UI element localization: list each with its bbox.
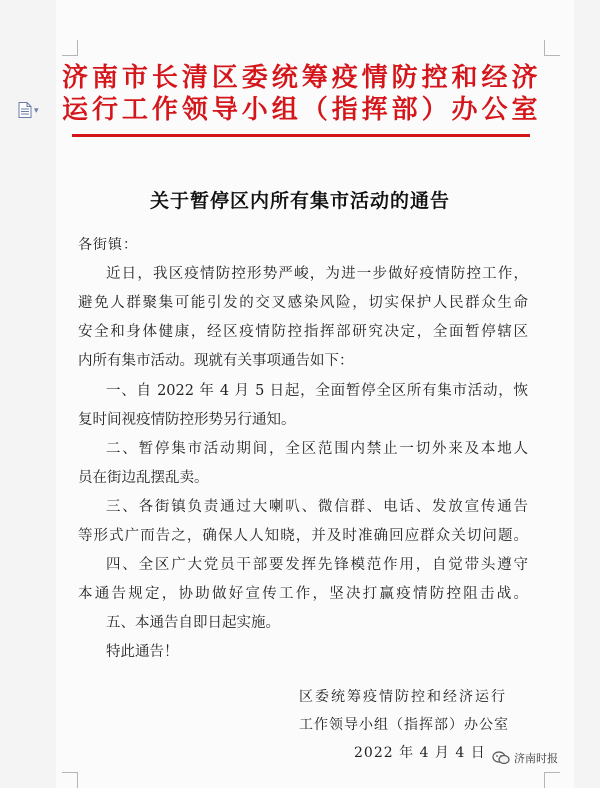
salutation: 各街镇： [78,237,138,253]
body-line: 四、全区广大党员干部要发挥先锋模范作用，自觉带头遵守 [106,557,528,573]
body-line: 安全和身体健康，经区疫情防控指挥部研究决定，全面暂停辖区 [78,324,528,340]
body-line: 二、暂停集市活动期间，全区范围内禁止一切外来及本地人 [106,441,528,457]
signature-org-line-1: 区委统筹疫情防控和经济运行 [299,689,507,705]
page-corner-mark [544,40,560,56]
body-line: 特此通告！ [106,644,179,660]
red-header-line-1: 济南市长清区委统筹疫情防控和经济 [62,63,538,93]
notice-title: 关于暂停区内所有集市活动的通告 [149,190,450,212]
chat-bubble-icon [492,750,510,766]
page-corner-mark [544,772,560,788]
document-icon[interactable] [18,102,32,118]
page-corner-mark [62,772,78,788]
body-line: 避免人群聚集可能引发的交叉感染风险，切实保护人民群众生命 [78,295,528,311]
watermark [492,750,558,766]
body-line: 员在街边乱摆乱卖。 [78,470,209,486]
body-line: 一、自 2022 年 4 月 5 日起，全面暂停全区所有集市活动，恢 [106,383,528,399]
body-line: 五、本通告自即日起实施。 [106,615,280,631]
chevron-down-icon[interactable]: ▾ [34,106,39,116]
watermark-text: 济南时报 [514,752,558,765]
body-line: 复时间视疫情防控形势另行通知。 [78,412,296,428]
body-line: 本通告规定，协助做好宣传工作，坚决打赢疫情防控阻击战。 [78,586,528,602]
signature-org-line-2: 工作领导小组（指挥部）办公室 [299,717,509,733]
red-header-line-2: 运行工作领导小组（指挥部）办公室 [62,95,538,125]
body-line: 三、各街镇负责通过大喇叭、微信群、电话、发放宣传通告 [106,499,528,515]
signature-date: 2022 年 4 月 4 日 [354,745,486,761]
body-line: 近日，我区疫情防控形势严峻，为进一步做好疫情防控工作， [106,266,528,282]
body-line: 内所有集市活动。现就有关事项通告如下： [78,353,354,369]
page-corner-mark [62,40,78,56]
red-divider [72,134,530,137]
body-line: 等形式广而告之，确保人人知晓，并及时准确回应群众关切问题。 [78,528,528,544]
